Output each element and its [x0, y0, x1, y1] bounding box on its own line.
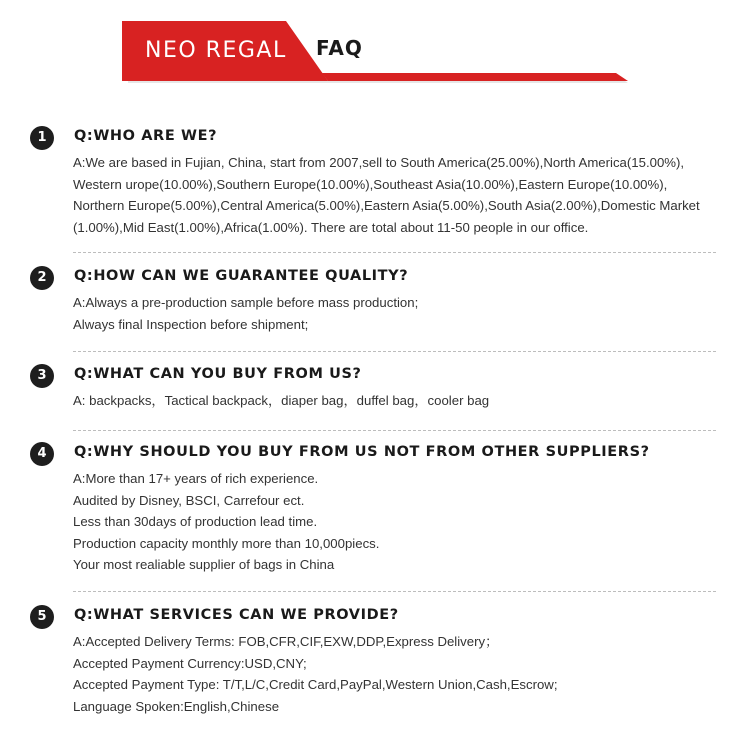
answer-line: Always final Inspection before shipment;: [73, 316, 309, 332]
answer-line: Accepted Payment Currency:USD,CNY;: [73, 655, 307, 671]
answer-line: A:More than 17+ years of rich experience.: [73, 471, 319, 486]
answer-line: Accepted Payment Type: T/T,L/C,Credit Card,PayPal,Western Union,Cash,Escrow;: [73, 677, 558, 692]
faq-answer: [73, 292, 723, 335]
faq-question: Q:WHAT SERVICES CAN WE PROVIDE?: [74, 607, 399, 623]
answer-line: Production capacity monthly more than 10,000piecs.: [73, 535, 380, 551]
number-badge: 5: [30, 605, 54, 629]
answer-line: A:Accepted Delivery Terms: FOB,CFR,CIF,EXW,DDP,Express Delivery；: [73, 634, 499, 649]
number-badge: 3: [30, 364, 54, 388]
answer-line: Language Spoken:English,Chinese: [73, 698, 280, 714]
dashed-divider: [73, 351, 716, 352]
dashed-divider: [73, 252, 716, 253]
faq-answer: [73, 468, 723, 576]
brand-logo-text: NEO REGAL: [145, 38, 287, 63]
faq-question: Q:HOW CAN WE GUARANTEE QUALITY?: [74, 268, 409, 284]
answer-line: A:Always a pre-production sample before mass production;: [73, 295, 419, 310]
number-badge: 4: [30, 442, 54, 466]
answer-line: Audited by Disney, BSCI, Carrefour ect.: [73, 492, 305, 508]
number-badge: 2: [30, 266, 54, 290]
answer-line: Less than 30days of production lead time.: [73, 514, 318, 529]
answer-line: Your most realiable supplier of bags in China: [73, 557, 335, 572]
answer-line: A: backpacks，Tactical backpack，diaper bag，duffel bag，cooler bag: [73, 393, 490, 408]
dashed-divider: [73, 591, 716, 592]
dashed-divider: [73, 430, 716, 431]
faq-answer: [73, 152, 723, 238]
faq-answer: [73, 631, 723, 717]
faq-question: Q:WHY SHOULD YOU BUY FROM US NOT FROM OTHER SUPPLIERS?: [74, 444, 650, 460]
answer-text: A:We are based in Fujian, China, start from 2007,sell to South America(25.00%),North America(15.00%), Western urope(10.00%),Southern Europe(10.00%),Southeast Asia(10.00%),Eastern Europe(10.00%), Northern Europe(5.00%),Central America(5.00%),Eastern Asia(5.00%),South Asia(2.00%),Domestic Market (1.00%),Mid East(1.00%),Africa(1.00%). There are total about 11-50 people in our office.: [73, 155, 700, 235]
faq-question: Q:WHO ARE WE?: [74, 128, 218, 144]
number-badge: 1: [30, 126, 54, 150]
faq-question: Q:WHAT CAN YOU BUY FROM US?: [74, 366, 362, 382]
faq-header-banner: [122, 21, 628, 83]
page-title: FAQ: [316, 36, 363, 60]
faq-answer: [73, 390, 723, 412]
